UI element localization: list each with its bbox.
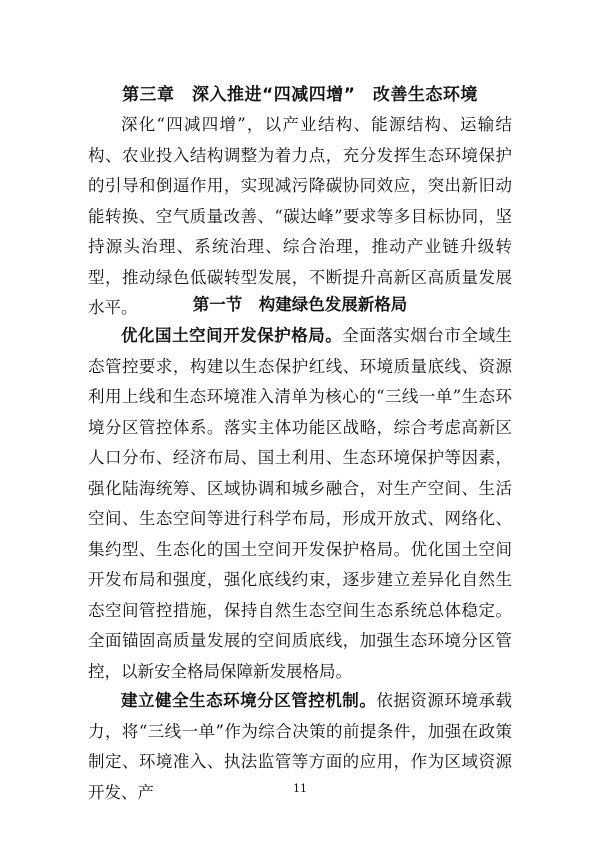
paragraph-body: 依据资源环境承载力，将“三线一单”作为综合决策的前提条件，加强在政策制定、环境准入、执法监管等方面的应用，作为区域资源开发、产 bbox=[88, 691, 513, 802]
paragraph-lead: 优化国土空间开发保护格局。 bbox=[121, 326, 343, 345]
chapter-title: 第三章 深入推进“四减四增” 改善生态环境 bbox=[122, 85, 478, 105]
intro-paragraph: 深化“四减四增”，以产业结构、能源结构、运输结构、农业投入结构调整为着力点，充分发挥生态环境保护的引导和倒逼作用，实现减污降碳协同效应，突出新旧动能转换、空气质量改善、“碳达峰”要求等多目标协同，坚持源头治理、系统治理、综合治理，推动产业链升级转型，推动绿色低碳转型发展，不断提升高新区高质量发展水平。 bbox=[88, 115, 512, 317]
paragraph-spatial-pattern bbox=[88, 321, 512, 687]
paragraph-body: 全面落实烟台市全域生态管控要求，构建以生态保护红线、环境质量底线、资源利用上线和生态环境准入清单为核心的“三线一单”生态环境分区管控体系。落实主体功能区战略，综合考虑高新区人口分布、经济布局、国土利用、生态环境保护等因素，强化陆海统筹、区域协调和城乡融合，对生产空间、生活空间、生态空间等进行科学布局，形成开放式、网络化、集约型、生态化的国土空间开发保护格局。优化国土空间开发布局和强度，强化底线约束，逐步建立差异化自然生态空间管控措施，保持自然生态空间生态系统总体稳定。全面锚固高质量发展的空间质底线，加强生态环境分区管控，以新安全格局保障新发展格局。 bbox=[88, 326, 513, 681]
page-number: 11 bbox=[293, 782, 307, 795]
paragraph-lead: 建立健全生态环境分区管控机制。 bbox=[121, 691, 377, 710]
section-title: 第一节 构建绿色发展新格局 bbox=[192, 295, 408, 314]
